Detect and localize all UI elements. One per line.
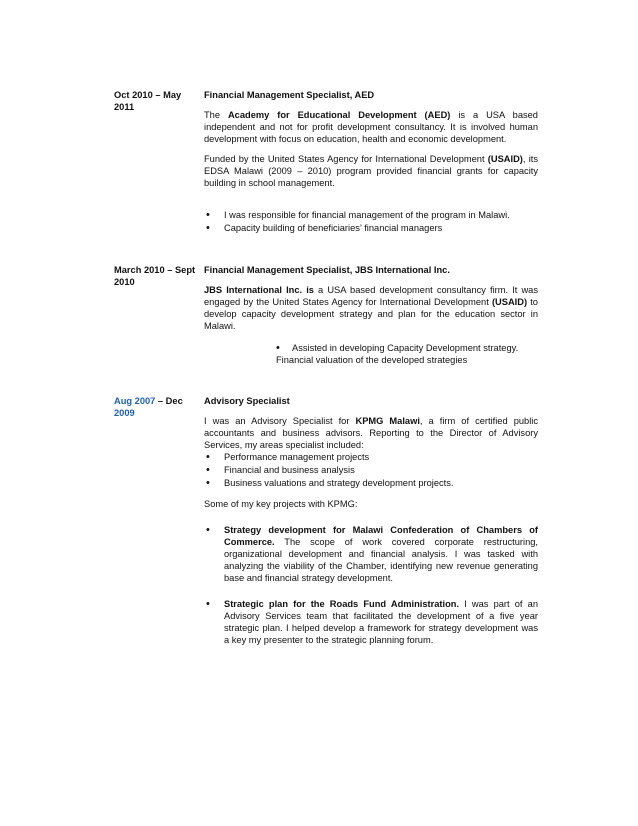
job-title: Advisory Specialist: [204, 396, 290, 406]
job-title: Financial Management Specialist, JBS International Inc.: [204, 265, 450, 275]
date-line: 2010: [114, 277, 135, 287]
text-bold: Academy for Educational Development (AED): [227, 110, 451, 120]
entry-content: [204, 264, 538, 366]
job-title: Financial Management Specialist, AED: [204, 90, 375, 100]
text: Funded by the United States Agency for International Development: [204, 154, 488, 164]
bullet-list: [276, 342, 538, 366]
text: a USA based development consultancy firm. It was engaged by the United States Agency for International Development: [204, 285, 538, 307]
date-line: Oct 2010 – May: [114, 90, 182, 100]
entry-date: [114, 264, 198, 288]
paragraph: [204, 109, 538, 145]
entry-date: [114, 89, 198, 113]
text: The scope of work covered corporate restructuring, organizational development and financial analysis. I was tasked with analyzing the viability of the Chamber, identifying new revenue generating base and financial strategy development.: [224, 537, 538, 583]
text-bold: Strategic plan for the Roads Fund Administration.: [224, 599, 460, 609]
list-item: • Capacity building of beneficiaries’ financial managers: [204, 222, 538, 234]
text: The: [204, 110, 228, 120]
list-item: • Business valuations and strategy development projects.: [204, 477, 538, 489]
text: , its EDSA Malawi (2009 – 2010) program provided financial grants for capacity building in school management.: [204, 154, 539, 188]
bullet-list: [204, 451, 538, 489]
entry-content: [204, 395, 538, 654]
list-item: [204, 524, 538, 584]
paragraph: [204, 415, 538, 451]
text: to develop capacity development strategy and plan for the education sector in Malawi.: [204, 297, 538, 331]
paragraph: [204, 284, 538, 332]
bullet-list: [204, 209, 538, 234]
text-bold: JBS International Inc. is: [204, 285, 314, 295]
entry-content: [204, 89, 538, 235]
entry-date: [114, 395, 198, 419]
text: , a firm of certified public accountants and business advisors. Reporting to the Director of Advisory Services, my areas specialist included:: [204, 416, 538, 450]
date-line: 2009: [114, 408, 135, 418]
project-list: [204, 524, 538, 646]
list-item-continuation: Financial valuation of the developed strategies: [276, 355, 468, 365]
text-bold: (USAID): [491, 297, 528, 307]
list-item: • Financial and business analysis: [204, 464, 538, 476]
text-bold: KPMG Malawi: [355, 416, 420, 426]
text: I was an Advisory Specialist for: [204, 416, 356, 426]
text: I was part of an Advisory Services team that facilitated the development of a five year strategic plan. I helped develop a framework for strategy development was a key my presenter to the strategic planning forum.: [224, 599, 538, 645]
list-item: • I was responsible for financial management of the program in Malawi.: [204, 209, 538, 221]
list-item: • Assisted in developing Capacity Development strategy.: [276, 342, 538, 354]
date-line: March 2010 – Sept: [114, 265, 196, 275]
date-line: – Dec: [155, 396, 183, 406]
list-item: • Performance management projects: [204, 451, 538, 463]
date-line: 2011: [114, 102, 135, 112]
text-bold: Strategy development for Malawi Confederation of Chambers of Commerce.: [224, 525, 538, 547]
paragraph: [204, 153, 538, 189]
text-bold: (USAID): [487, 154, 523, 164]
date-line: Aug 2007: [114, 396, 156, 406]
text: is a USA based independent and not for profit development consultancy. It is involved human development with focus on education, health and economic development.: [204, 110, 538, 144]
list-item: [204, 598, 538, 646]
paragraph: Some of my key projects with KPMG:: [204, 499, 358, 509]
